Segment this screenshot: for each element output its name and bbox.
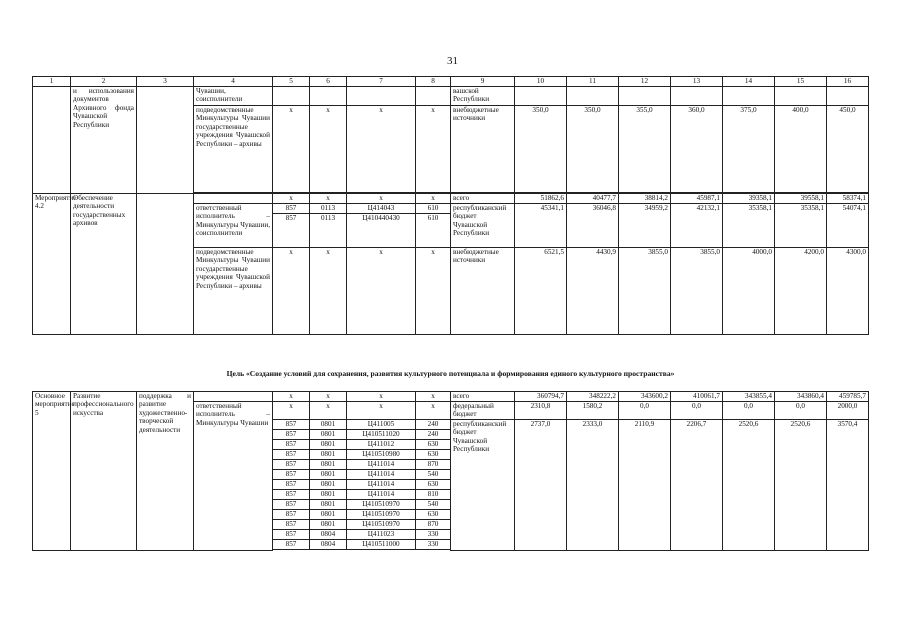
code-cell: Ц414043 [347,204,416,214]
code-cell: 0801 [310,460,347,470]
code-cell: х [347,248,416,335]
code-cell: х [416,402,451,420]
code-cell: 857 [273,520,310,530]
code-cell: х [273,392,310,402]
value-cell: 410061,7 [671,392,723,402]
code-cell: 857 [273,530,310,540]
budget-table-bottom [32,391,869,551]
code-cell: Ц411012 [347,440,416,450]
code-cell: х [273,248,310,335]
value-cell: 343860,4 [775,392,827,402]
code-cell: 330 [416,540,451,550]
code-cell: х [273,402,310,420]
code-cell: х [416,106,451,193]
header-cell: 1 [33,77,71,87]
cell-empty [416,87,451,106]
measure-id: Основное мероприятие 5 [33,392,71,551]
value-cell: 3855,0 [671,248,723,335]
responsible-executor: ответственный исполнитель – Минкультуры Чувашии [194,402,273,551]
code-cell: 0801 [310,520,347,530]
cell-empty [723,87,775,106]
code-cell: 0801 [310,470,347,480]
code-cell: 540 [416,470,451,480]
value-cell: 2333,0 [567,420,619,551]
code-cell: Ц410510970 [347,520,416,530]
code-cell: 540 [416,500,451,510]
subordinate-institutions: подведомственные Минкультуры Чувашии государственные учреждения Чувашской Республики – архивы [194,248,273,335]
value-cell: 0,0 [619,402,671,420]
code-cell: Ц410510970 [347,500,416,510]
goal-heading: Цель «Создание условий для сохранения, развития культурного потенциала и формирования единого культурного пространства» [226,369,675,378]
cell-empty [137,87,194,194]
code-cell: 0801 [310,430,347,440]
code-cell: 857 [273,204,310,214]
header-cell: 14 [723,77,775,87]
code-cell: Ц410510970 [347,510,416,520]
value-cell: 2310,8 [515,402,567,420]
value-cell: 360794,7 [515,392,567,402]
measure-title: Обеспечение деятельности государственных архивов [71,194,137,335]
table-row [33,87,869,106]
cell-empty [515,87,567,106]
code-cell: 870 [416,460,451,470]
header-cell: 11 [567,77,619,87]
header-cell: 7 [347,77,416,87]
cell-empty [33,550,273,551]
code-cell: 0801 [310,500,347,510]
code-cell: 330 [416,530,451,540]
code-cell: 857 [273,510,310,520]
code-cell: х [310,194,347,204]
header-cell: 15 [775,77,827,87]
continued-executor: Чувашии, соисполнители [194,87,273,106]
header-cell: 13 [671,77,723,87]
code-cell: х [310,402,347,420]
funding-source: всего [451,194,515,204]
cell-empty [310,87,347,106]
code-cell: 610 [416,214,451,248]
value-cell: 348222,2 [567,392,619,402]
code-cell: Ц411014 [347,490,416,500]
header-row [33,77,869,87]
code-cell: Ц411023 [347,530,416,540]
value-cell: 34959,2 [619,204,671,248]
funding-source: федеральный бюджет [451,402,515,420]
measure-id: Мероприятие 4.2 [33,194,71,335]
code-cell: 240 [416,420,451,430]
value-cell: 4430,9 [567,248,619,335]
header-cell: 8 [416,77,451,87]
value-cell: 2520,6 [775,420,827,551]
budget-table-top [32,76,869,335]
value-cell: 2110,9 [619,420,671,551]
code-cell: 0801 [310,490,347,500]
value-cell: 4000,0 [723,248,775,335]
value-cell: 2000,0 [827,402,869,420]
value-cell: 343600,2 [619,392,671,402]
code-cell: 0801 [310,420,347,430]
code-cell: х [347,402,416,420]
code-cell: Ц411005 [347,420,416,430]
header-cell: 2 [71,77,137,87]
value-cell: 40477,7 [567,194,619,204]
cell-empty [194,194,273,204]
value-cell: 0,0 [671,402,723,420]
header-cell: 10 [515,77,567,87]
code-cell: х [416,248,451,335]
value-cell: 58374,1 [827,194,869,204]
funding-source: всего [451,392,515,402]
value-cell: 38814,2 [619,194,671,204]
code-cell: 240 [416,430,451,440]
code-cell: 610 [416,204,451,214]
code-cell: х [273,194,310,204]
code-cell: Ц411014 [347,480,416,490]
value-cell: 45987,1 [671,194,723,204]
value-cell: 2520,6 [723,420,775,551]
cell-empty [775,87,827,106]
code-cell: 0801 [310,450,347,460]
header-cell: 16 [827,77,869,87]
code-cell: 857 [273,420,310,430]
code-cell: х [347,392,416,402]
code-cell: Ц411014 [347,460,416,470]
code-cell: 0801 [310,480,347,490]
table-row [33,550,869,551]
funding-source: внебюджетные источники [451,106,515,193]
cell-empty [827,87,869,106]
table-row [33,392,869,402]
cell-empty [137,194,194,335]
code-cell: 810 [416,490,451,500]
value-cell: 2206,7 [671,420,723,551]
code-cell: 0801 [310,440,347,450]
cell-empty [567,87,619,106]
value-cell: 355,0 [619,106,671,193]
continued-description: и использования документов Архивного фонда Чувашской Республики [71,87,137,194]
code-cell: 0113 [310,204,347,214]
code-cell: 857 [273,540,310,550]
code-cell: 0113 [310,214,347,248]
code-cell: 630 [416,480,451,490]
code-cell: 0804 [310,530,347,540]
value-cell: 400,0 [775,106,827,193]
value-cell: 459785,7 [827,392,869,402]
page-number: 31 [447,55,458,67]
value-cell: 0,0 [723,402,775,420]
header-cell: 6 [310,77,347,87]
value-cell: 4300,0 [827,248,869,335]
code-cell: 870 [416,520,451,530]
cell-empty [347,87,416,106]
header-cell: 9 [451,77,515,87]
code-cell: 857 [273,460,310,470]
cell-empty [33,87,71,194]
value-cell: 51862,6 [515,194,567,204]
table-row [33,194,869,204]
code-cell: 857 [273,430,310,440]
header-cell: 5 [273,77,310,87]
code-cell: х [416,194,451,204]
code-cell: х [347,106,416,193]
header-cell: 4 [194,77,273,87]
code-cell: Ц410511020 [347,430,416,440]
value-cell: 2737,0 [515,420,567,551]
value-cell: 45341,1 [515,204,567,248]
value-cell: 35358,1 [775,204,827,248]
value-cell: 6521,5 [515,248,567,335]
value-cell: 0,0 [775,402,827,420]
funding-source: внебюджетные источники [451,248,515,335]
measure-goal: поддержка и развитие художественно-творческой деятельности [137,392,194,551]
value-cell: 3855,0 [619,248,671,335]
measure-title: Развитие профессионального искусства [71,392,137,551]
value-cell: 36046,8 [567,204,619,248]
value-cell: 39358,1 [723,194,775,204]
value-cell: 39558,1 [775,194,827,204]
value-cell: 350,0 [567,106,619,193]
code-cell: х [347,194,416,204]
code-cell: 0804 [310,540,347,550]
code-cell: Ц411014 [347,470,416,480]
responsible-executor: ответственный исполнитель – Минкультуры Чувашии, соисполнители [194,204,273,248]
code-cell: х [416,392,451,402]
code-cell: 857 [273,214,310,248]
cell-empty [273,550,451,551]
funding-source: республиканский бюджет Чувашской Республики [451,204,515,248]
code-cell: 630 [416,510,451,520]
code-cell: 630 [416,450,451,460]
code-cell: 0801 [310,510,347,520]
continued-subordinate: подведомственные Минкультуры Чувашии государственные учреждения Чувашской Республики – архивы [194,106,273,193]
value-cell: 54074,1 [827,204,869,248]
cell-empty [194,392,273,402]
code-cell: х [310,392,347,402]
code-cell: х [273,106,310,193]
value-cell: 450,0 [827,106,869,193]
value-cell: 350,0 [515,106,567,193]
value-cell: 3570,4 [827,420,869,551]
code-cell: Ц410510980 [347,450,416,460]
code-cell: х [310,248,347,335]
code-cell: Ц410440430 [347,214,416,248]
code-cell: х [310,106,347,193]
value-cell: 343855,4 [723,392,775,402]
cell-empty [671,87,723,106]
value-cell: 360,0 [671,106,723,193]
code-cell: 630 [416,440,451,450]
header-cell: 3 [137,77,194,87]
code-cell: Ц410511000 [347,540,416,550]
code-cell: 857 [273,470,310,480]
code-cell: 857 [273,440,310,450]
value-cell: 35358,1 [723,204,775,248]
value-cell: 4200,0 [775,248,827,335]
header-cell: 12 [619,77,671,87]
cell-empty [273,87,310,106]
value-cell: 42132,1 [671,204,723,248]
value-cell: 375,0 [723,106,775,193]
continued-source: вашской Республики [451,87,515,106]
value-cell: 1580,2 [567,402,619,420]
code-cell: 857 [273,500,310,510]
funding-source: республиканский бюджет Чувашской Республики [451,420,515,551]
code-cell: 857 [273,490,310,500]
code-cell: 857 [273,480,310,490]
code-cell: 857 [273,450,310,460]
cell-empty [619,87,671,106]
